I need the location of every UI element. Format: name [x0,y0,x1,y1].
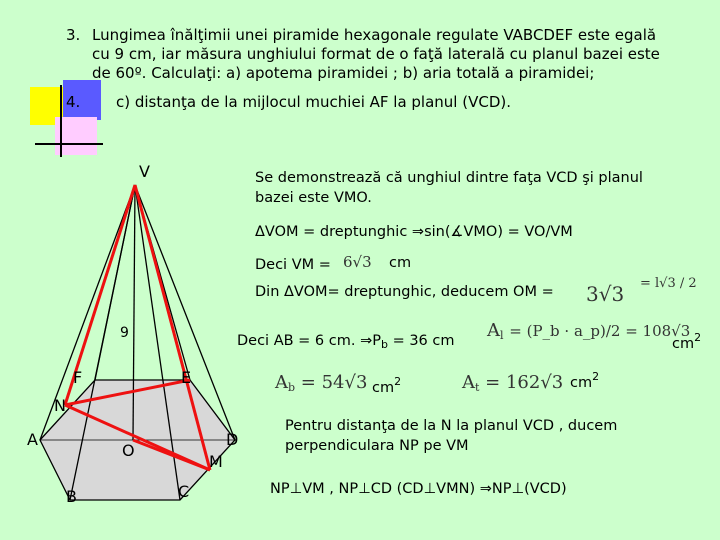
base-area-unit [372,375,401,396]
total-area-formula [462,372,563,394]
lateral-area-unit-sup: 2 [694,331,702,344]
base-area-sub: b [288,381,296,394]
edge-VF [95,185,135,380]
base-area-unit-sup: 2 [394,375,402,388]
lateral-area-formula [487,320,690,342]
total-area-unit-text: cm [570,375,593,391]
vom-line: ΔVOM = dreptunghic ⇒sin(∡VMO) = VO/VM [255,224,573,240]
problem-number-2: 4. [66,93,81,111]
label-height-9: 9 [120,325,129,341]
demo-line-2: bazei este VMO. [255,190,372,206]
problem-line-2: cu 9 cm, iar măsura unghiului format de o faţă laterală cu planul bazei este [92,45,660,63]
total-area-val: = 162√3 [485,372,564,393]
base-area-unit-text: cm [372,380,395,396]
label-O: O [122,441,135,460]
lateral-area-sub: l [500,329,504,342]
lateral-area-A: A [487,320,500,341]
problem-number: 3. [66,26,81,44]
label-B: B [66,487,77,506]
np-perpendicular-line: NP⊥VM , NP⊥CD (CD⊥VMN) ⇒NP⊥(VCD) [270,481,567,497]
label-E: E [181,368,192,387]
demo-line-1: Se demonstrează că unghiul dintre faţa VCD şi planul [255,170,643,186]
label-F: F [73,368,83,387]
om-formula: = l√3 / 2 [640,276,697,291]
label-M: M [209,452,223,471]
problem-line-1: Lungimea înălţimii unei piramide hexagonale regulate VABCDEF este egală [92,26,657,44]
lateral-area-unit [672,331,701,352]
label-A: A [27,430,38,449]
label-V: V [139,162,150,181]
base-area-A: A [275,372,288,393]
om-label: Din ΔVOM= dreptunghic, deducem OM = [255,284,554,300]
vm-label: Deci VM = [255,257,331,273]
lateral-area-rhs: = (P_b · a_p)/2 = 108√3 [509,322,691,340]
distance-line-2: perpendiculara NP pe VM [285,438,469,454]
base-area-formula [275,372,367,394]
total-area-unit [570,370,599,391]
base-area-val: = 54√3 [300,372,368,393]
total-area-sub: t [475,381,480,394]
label-C: C [178,482,190,501]
ab-line-pre: Deci AB = 6 cm. ⇒P [237,333,381,349]
vm-unit: cm [389,255,412,271]
label-D: D [226,430,239,449]
om-value: 3√3 [586,282,625,306]
problem-line-3: de 60º. Calculaţi: a) apotema piramidei ; b) aria totală a piramidei; [92,64,595,82]
vm-value: 6√3 [343,253,372,271]
label-N: N [54,396,66,415]
ab-line [237,333,455,351]
total-area-A: A [462,372,475,393]
total-area-unit-sup: 2 [592,370,600,383]
distance-line-1: Pentru distanţa de la N la planul VCD , ducem [285,418,618,434]
problem-line-4: c) distanţa de la mijlocul muchiei AF la planul (VCD). [116,93,511,111]
ab-line-post: = 36 cm [387,333,455,349]
lateral-area-unit-text: cm [672,336,695,352]
ab-line-sub: b [380,338,388,351]
